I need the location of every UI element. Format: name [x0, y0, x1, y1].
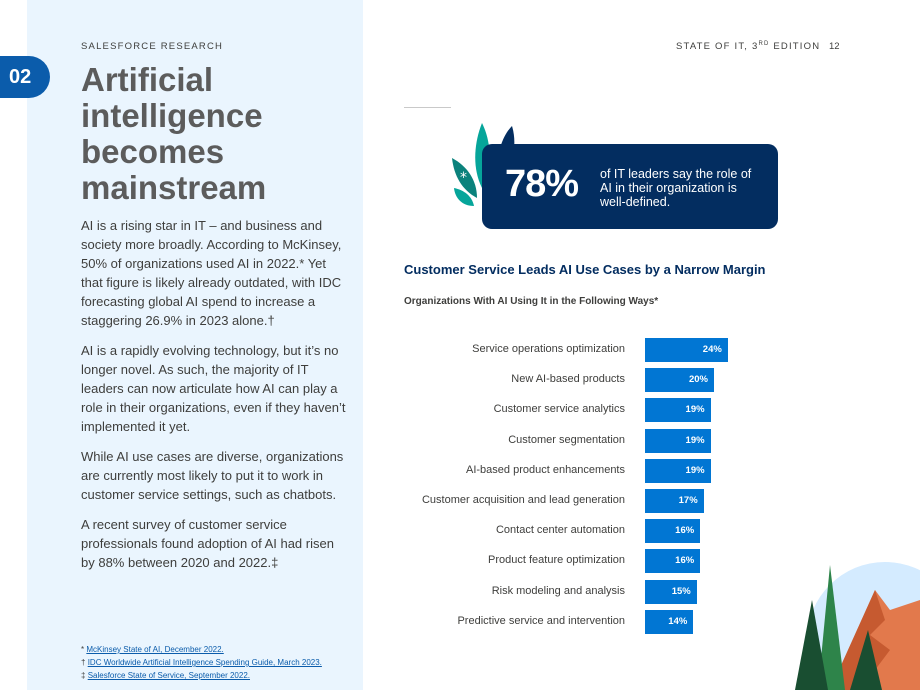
- bar-value-label: 16%: [675, 525, 695, 537]
- bar-category-label: Predictive service and intervention: [457, 614, 625, 627]
- footnote-link[interactable]: Salesforce State of Service, September 2022.: [87, 671, 250, 680]
- bar-value-label: 14%: [668, 615, 688, 627]
- stat-value: 78%: [505, 163, 579, 205]
- body-text: [81, 216, 349, 583]
- footnote: * McKinsey State of AI, December 2022.: [81, 645, 224, 654]
- divider: [404, 107, 451, 108]
- chart-subtitle: Organizations With AI Using It in the Following Ways*: [404, 296, 659, 307]
- bar-category-label: New AI-based products: [511, 373, 625, 386]
- bar-category-label: Contact center automation: [495, 524, 625, 537]
- bar-category-label: Customer acquisition and lead generation: [421, 494, 625, 506]
- bar-category-label: Risk modeling and analysis: [491, 584, 625, 597]
- mountain-forest-illustration: [790, 560, 920, 690]
- body-paragraph: AI is a rapidly evolving technology, but it’s no longer novel. As such, the majority of IT leaders can now articulate how AI can play a role in their organizations, even if they haven’t implemented it yet.: [81, 343, 346, 434]
- page-number: 12: [829, 41, 840, 52]
- bar-category-label: Product feature optimization: [488, 554, 625, 567]
- bar-value-label: 19%: [685, 404, 705, 416]
- body-paragraph: A recent survey of customer service professionals found adoption of AI had risen by 88% between 2020 and 2022.‡: [81, 517, 334, 570]
- svg-text:*: *: [460, 170, 467, 186]
- footnote-link[interactable]: McKinsey State of AI, December 2022.: [86, 645, 224, 654]
- bar-value-label: 20%: [688, 374, 708, 386]
- page-title: Artificial intelligence becomes mainstream: [81, 61, 267, 206]
- footnote: † IDC Worldwide Artificial Intelligence Spending Guide, March 2023.: [81, 658, 322, 667]
- bar-value-label: 19%: [685, 434, 705, 446]
- bar-value-label: 16%: [675, 555, 695, 567]
- chart-title: Customer Service Leads AI Use Cases by a Narrow Margin: [404, 262, 766, 277]
- body-paragraph: AI is a rising star in IT – and business and society more broadly. According to McKinsey, 50% of organizations used AI in 2022.* Yet that figure is likely already outdated, with IDC forecasting global AI spend to increase a staggering 26.9% in 2023 alone.†: [81, 218, 342, 328]
- bar-category-label: Service operations optimization: [472, 343, 625, 355]
- bar-category-label: AI-based product enhancements: [466, 463, 625, 476]
- bar-value-label: 24%: [702, 344, 722, 355]
- report-eyebrow: STATE OF IT, 3RD EDITION: [676, 41, 821, 53]
- bar-value-label: 15%: [671, 585, 691, 597]
- bar-value-label: 17%: [678, 495, 698, 506]
- bar-value-label: 19%: [685, 464, 705, 476]
- bar-category-label: Customer service analytics: [493, 403, 625, 416]
- section-number-badge: 02: [0, 56, 50, 98]
- stat-description: of IT leaders say the role of AI in their organization is well-defined.: [600, 167, 752, 209]
- footnote-link[interactable]: IDC Worldwide Artificial Intelligence Spending Guide, March 2023.: [87, 658, 322, 667]
- footnote: ‡ Salesforce State of Service, September 2022.: [81, 671, 250, 680]
- bar-category-label: Customer segmentation: [508, 433, 625, 446]
- body-paragraph: While AI use cases are diverse, organizations are currently most likely to put it to work in customer service settings, such as chatbots.: [81, 449, 344, 502]
- footnotes: [81, 643, 361, 682]
- publisher-eyebrow: SALESFORCE RESEARCH: [81, 41, 224, 52]
